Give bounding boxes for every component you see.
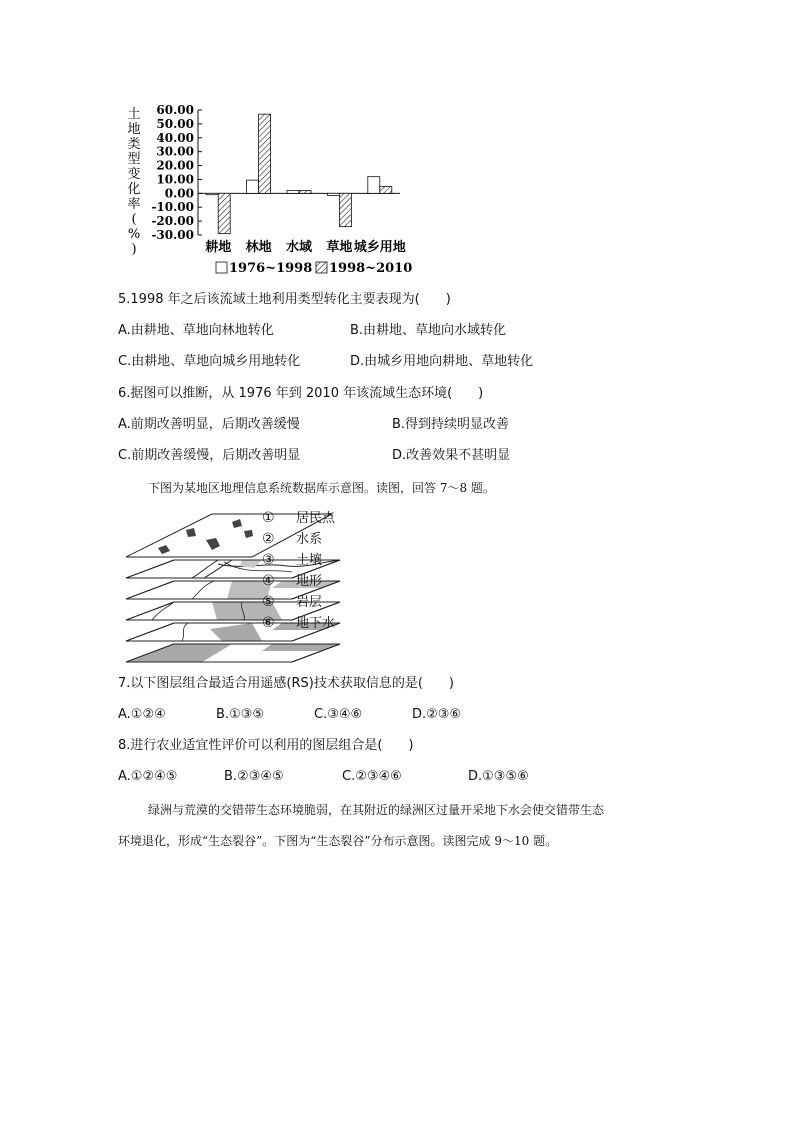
land-use-change-bar-chart [120, 100, 440, 280]
q8-option-b[interactable]: B.②③④⑤ [224, 769, 284, 784]
q6-option-a[interactable]: A.前期改善明显，后期改善缓慢 [118, 417, 300, 432]
layer-name: 居民点 [296, 511, 336, 526]
gis-layer-labels [262, 508, 402, 634]
q8-option-c[interactable]: C.②③④⑥ [342, 769, 402, 784]
category-label: 水域 [285, 240, 313, 255]
y-tick-label: -10.00 [151, 200, 194, 215]
category-label: 城乡用地 [353, 240, 406, 255]
y-tick-label: 60.00 [156, 103, 194, 117]
question-6-stem: 6.据图可以推断，从 1976 年到 2010 年该流域生态环境( ) [118, 386, 484, 401]
y-axis-label-char: % [127, 227, 141, 242]
layer-number: ④ [262, 573, 275, 589]
intro-9-10-line1: 绿洲与荒漠的交错带生态环境脆弱，在其附近的绿洲区过量开采地下水会使交错带生态 [148, 803, 605, 817]
legend-swatch-1 [216, 262, 227, 273]
bar-series1-1 [247, 180, 259, 193]
bar-series2-2 [299, 191, 311, 194]
gis-layer-label [262, 613, 402, 634]
legend-label-1: 1976~1998 [229, 261, 313, 276]
q6-option-b[interactable]: B.得到持续明显改善 [392, 417, 510, 432]
q7-option-a[interactable]: A.①②④ [118, 707, 166, 722]
chart-legend [216, 261, 412, 276]
q6-option-c[interactable]: C.前期改善缓慢，后期改善明显 [118, 448, 301, 463]
q8-option-d[interactable]: D.①③⑤⑥ [468, 769, 529, 784]
layer-number: ⑤ [262, 594, 275, 610]
bar-series1-3 [327, 193, 339, 195]
y-axis-label-char: 地 [127, 122, 141, 137]
question-7-stem: 7.以下图层组合最适合用遥感(RS)技术获取信息的是( ) [118, 676, 454, 691]
gis-layer-label [262, 529, 402, 550]
q5-option-c[interactable]: C.由耕地、草地向城乡用地转化 [118, 354, 301, 369]
layer-number: ⑥ [262, 615, 275, 631]
y-tick-label: 20.00 [156, 158, 194, 173]
y-tick-label: 50.00 [156, 116, 194, 131]
gis-layer-label [262, 592, 402, 613]
y-tick-label: -30.00 [151, 228, 194, 242]
bar-series1-4 [368, 177, 380, 194]
q7-option-c[interactable]: C.③④⑥ [314, 707, 363, 722]
bar-series1-0 [206, 193, 218, 194]
bar-series1-2 [287, 191, 299, 194]
layer-name: 水系 [296, 532, 323, 547]
layer-number: ① [262, 510, 275, 526]
layer-name: 土壤 [296, 553, 323, 568]
y-axis-label-char: 率 [127, 197, 141, 212]
y-tick-label: 0.00 [164, 186, 194, 201]
category-label: 林地 [245, 240, 272, 255]
intro-9-10-line2: 环境退化，形成“生态裂谷”。下图为“生态裂谷”分布示意图。读图完成 9～10 题。 [118, 834, 558, 848]
category-label: 草地 [326, 240, 353, 255]
q5-option-a[interactable]: A.由耕地、草地向林地转化 [118, 323, 274, 338]
y-axis-label-char: 型 [127, 152, 141, 167]
bar-series2-3 [339, 193, 351, 226]
y-axis-label-char: 土 [127, 107, 141, 122]
gis-layer-label [262, 571, 402, 592]
y-axis-label-char: ) [131, 242, 137, 257]
y-axis-label-char: ( [131, 212, 137, 227]
y-axis-label-char: 变 [127, 167, 141, 182]
y-tick-label: -20.00 [151, 214, 194, 229]
bar-series2-1 [259, 114, 271, 193]
intro-7-8: 下图为某地区地理信息系统数据库示意图。读图，回答 7～8 题。 [148, 481, 495, 495]
y-tick-label: 40.00 [156, 130, 194, 145]
q6-option-d[interactable]: D.改善效果不甚明显 [392, 448, 511, 463]
layer-name: 岩层 [296, 595, 323, 610]
y-axis-ticks [151, 103, 400, 242]
legend-swatch-2 [316, 262, 327, 273]
q5-option-b[interactable]: B.由耕地、草地向水域转化 [350, 323, 507, 338]
y-axis-label-char: 化 [127, 182, 141, 197]
y-axis-label [127, 106, 140, 257]
layer-number: ③ [262, 552, 275, 568]
q7-option-d[interactable]: D.②③⑥ [412, 707, 462, 722]
legend-label-2: 1998~2010 [329, 261, 413, 276]
q8-option-a[interactable]: A.①②④⑤ [118, 769, 178, 784]
y-tick-label: 10.00 [156, 172, 194, 187]
layer-name: 地下水 [296, 616, 336, 631]
bar-series2-4 [380, 186, 392, 193]
question-5-stem: 5.1998 年之后该流域土地利用类型转化主要表现为( ) [118, 292, 451, 307]
gis-layer-label [262, 550, 402, 571]
q5-option-d[interactable]: D.由城乡用地向耕地、草地转化 [350, 354, 534, 369]
y-tick-label: 30.00 [156, 144, 194, 159]
category-labels [205, 239, 406, 255]
question-8-stem: 8.进行农业适宜性评价可以利用的图层组合是( ) [118, 738, 414, 753]
q7-option-b[interactable]: B.①③⑤ [216, 707, 265, 722]
layer-name: 地形 [296, 574, 323, 589]
bar-series2-0 [218, 193, 230, 233]
category-label: 耕地 [205, 240, 232, 255]
gis-layer-label [262, 508, 402, 529]
y-axis-label-char: 类 [127, 137, 141, 152]
chart-bars [206, 114, 392, 233]
layer-number: ② [262, 531, 275, 547]
